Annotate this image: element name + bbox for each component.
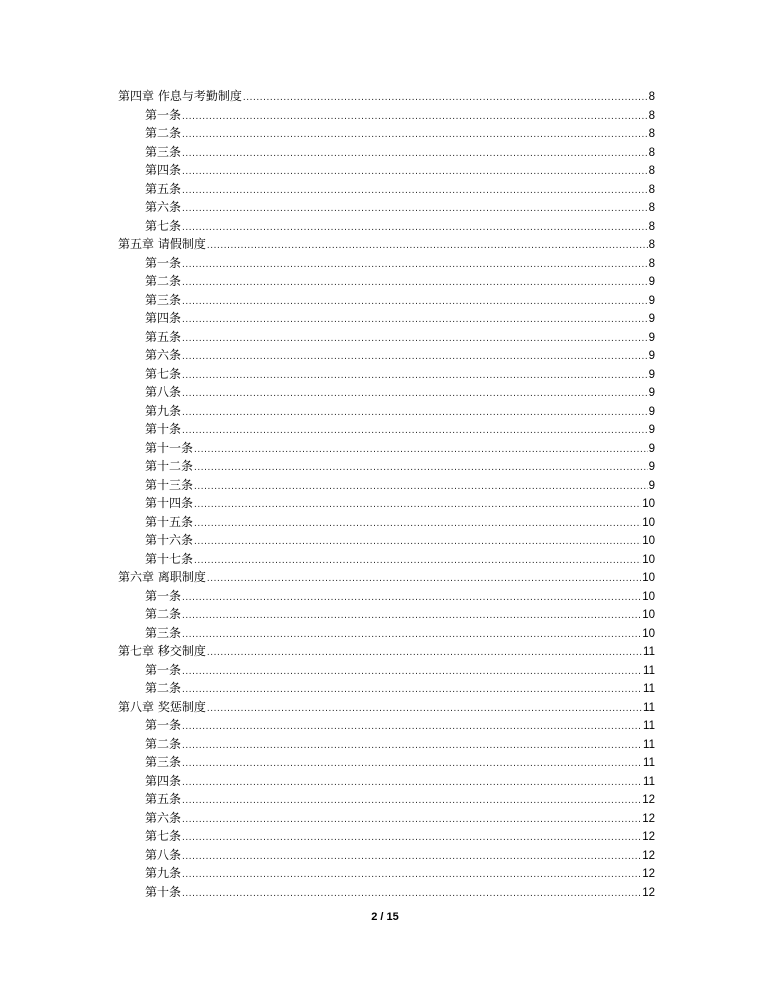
toc-entry-page-number: 9 (648, 331, 655, 344)
toc-entry-label: 第七条 (145, 218, 182, 233)
toc-article-entry[interactable] (118, 124, 655, 143)
dot-leader (182, 626, 641, 645)
toc-entry-page-number: 11 (643, 738, 655, 751)
table-of-contents (118, 87, 655, 901)
toc-article-entry[interactable] (118, 476, 655, 495)
dot-leader (182, 774, 642, 793)
toc-article-entry[interactable] (118, 365, 655, 384)
toc-entry-label: 第四条 (145, 773, 182, 788)
dot-leader (182, 404, 648, 423)
toc-entry-page-number: 8 (648, 91, 655, 103)
toc-article-entry[interactable] (118, 827, 655, 846)
toc-entry-label: 第二条 (145, 681, 182, 695)
toc-chapter-entry[interactable] (118, 235, 655, 254)
toc-entry-label: 第二条 (145, 607, 182, 621)
dot-leader (182, 200, 648, 219)
toc-entry-page-number: 10 (642, 627, 655, 640)
dot-leader (194, 496, 641, 515)
toc-article-entry[interactable] (118, 161, 655, 180)
toc-entry-page-number: 8 (648, 146, 655, 159)
toc-entry-label: 第五条 (145, 329, 182, 344)
toc-entry-label: 第六条 (145, 200, 182, 214)
dot-leader (182, 848, 641, 867)
toc-chapter-entry[interactable] (118, 87, 655, 106)
toc-entry-label: 第三条 (145, 625, 182, 640)
toc-entry-page-number: 9 (648, 368, 655, 381)
toc-article-entry[interactable] (118, 383, 655, 402)
toc-entry-label: 第十一条 (145, 440, 194, 455)
toc-entry-label: 第九条 (145, 403, 182, 418)
toc-entry-label: 第七章 移交制度 (118, 644, 206, 658)
toc-entry-label: 第八章 奖惩制度 (118, 699, 206, 714)
dot-leader (182, 737, 642, 756)
dot-leader (194, 478, 648, 497)
toc-entry-page-number: 10 (642, 609, 655, 621)
toc-entry-label: 第四章 作息与考勤制度 (118, 89, 242, 103)
toc-article-entry[interactable] (118, 346, 655, 365)
dot-leader (182, 829, 641, 848)
toc-entry-label: 第五章 请假制度 (118, 237, 206, 251)
toc-article-entry[interactable] (118, 550, 655, 569)
toc-entry-page-number: 10 (642, 498, 655, 510)
toc-article-entry[interactable] (118, 605, 655, 624)
toc-entry-label: 第十条 (145, 422, 182, 436)
toc-entry-label: 第六章 离职制度 (118, 570, 206, 584)
toc-entry-label: 第二条 (145, 274, 182, 288)
toc-article-entry[interactable] (118, 180, 655, 199)
toc-article-entry[interactable] (118, 272, 655, 291)
toc-entry-label: 第三条 (145, 144, 182, 159)
toc-article-entry[interactable] (118, 735, 655, 754)
toc-entry-page-number: 8 (648, 239, 655, 251)
toc-entry-label: 第十七条 (145, 551, 194, 566)
toc-entry-page-number: 8 (648, 202, 655, 214)
toc-entry-page-number: 8 (648, 183, 655, 196)
toc-chapter-entry[interactable] (118, 698, 655, 717)
toc-article-entry[interactable] (118, 328, 655, 347)
dot-leader (194, 459, 648, 478)
dot-leader (182, 145, 648, 164)
toc-article-entry[interactable] (118, 402, 655, 421)
dot-leader (207, 237, 648, 256)
dot-leader (182, 311, 648, 330)
dot-leader (182, 108, 648, 127)
toc-article-entry[interactable] (118, 864, 655, 883)
dot-leader (207, 644, 642, 663)
dot-leader (182, 126, 648, 145)
toc-entry-page-number: 9 (648, 387, 655, 399)
toc-entry-label: 第十条 (145, 884, 182, 899)
dot-leader (194, 441, 648, 460)
toc-entry-label: 第二条 (145, 126, 182, 140)
toc-article-entry[interactable] (118, 106, 655, 125)
toc-entry-label: 第十二条 (145, 459, 194, 473)
dot-leader (207, 700, 642, 719)
toc-entry-page-number: 11 (643, 664, 655, 677)
toc-entry-label: 第四条 (145, 311, 182, 325)
toc-entry-page-number: 9 (648, 313, 655, 325)
toc-entry-page-number: 12 (642, 812, 655, 825)
toc-entry-label: 第四条 (145, 163, 182, 177)
toc-entry-page-number: 8 (648, 220, 655, 233)
dot-leader (194, 533, 641, 552)
toc-entry-label: 第七条 (145, 829, 182, 843)
toc-entry-label: 第九条 (145, 866, 182, 880)
dot-leader (194, 552, 641, 571)
toc-entry-page-number: 8 (648, 165, 655, 177)
dot-leader (182, 866, 641, 885)
dot-leader (182, 330, 648, 349)
toc-entry-page-number: 9 (648, 461, 655, 473)
toc-entry-page-number: 10 (642, 572, 655, 584)
toc-article-entry[interactable] (118, 587, 655, 606)
toc-article-entry[interactable] (118, 457, 655, 476)
toc-entry-page-number: 8 (648, 109, 655, 122)
toc-entry-page-number: 9 (648, 442, 655, 455)
toc-chapter-entry[interactable] (118, 642, 655, 661)
toc-entry-label: 第一条 (145, 662, 182, 677)
toc-article-entry[interactable] (118, 772, 655, 791)
toc-entry-page-number: 10 (642, 535, 655, 547)
dot-leader (182, 589, 641, 608)
dot-leader (182, 663, 642, 682)
dot-leader (182, 163, 648, 182)
page-number-footer: 2 / 15 (371, 911, 399, 923)
toc-entry-page-number: 11 (643, 701, 655, 714)
toc-article-entry[interactable] (118, 531, 655, 550)
toc-article-entry[interactable] (118, 661, 655, 680)
toc-entry-page-number: 11 (643, 720, 655, 732)
toc-entry-label: 第八条 (145, 847, 182, 862)
toc-article-entry[interactable] (118, 291, 655, 310)
toc-entry-page-number: 12 (642, 794, 655, 806)
toc-entry-page-number: 12 (642, 868, 655, 880)
toc-article-entry[interactable] (118, 790, 655, 809)
toc-entry-page-number: 11 (643, 683, 655, 695)
toc-article-entry[interactable] (118, 679, 655, 698)
dot-leader (182, 885, 641, 904)
dot-leader (207, 570, 641, 589)
toc-entry-label: 第三条 (145, 755, 182, 769)
dot-leader (182, 256, 648, 275)
toc-entry-label: 第一条 (145, 107, 182, 122)
toc-entry-page-number: 9 (648, 276, 655, 288)
toc-entry-label: 第十三条 (145, 477, 194, 492)
toc-entry-label: 第三条 (145, 292, 182, 307)
toc-article-entry[interactable] (118, 883, 655, 902)
toc-article-entry[interactable] (118, 143, 655, 162)
toc-entry-page-number: 9 (648, 424, 655, 436)
dot-leader (182, 792, 641, 811)
dot-leader (194, 515, 641, 534)
toc-entry-label: 第十四条 (145, 496, 194, 510)
toc-entry-label: 第十五条 (145, 514, 194, 529)
toc-entry-page-number: 9 (648, 350, 655, 362)
toc-entry-page-number: 11 (643, 775, 655, 788)
toc-article-entry[interactable] (118, 846, 655, 865)
toc-entry-page-number: 12 (642, 831, 655, 843)
toc-entry-page-number: 8 (648, 128, 655, 140)
toc-entry-label: 第二条 (145, 736, 182, 751)
toc-entry-label: 第一条 (145, 255, 182, 270)
toc-entry-label: 第十六条 (145, 533, 194, 547)
toc-entry-label: 第七条 (145, 366, 182, 381)
dot-leader (182, 755, 642, 774)
toc-entry-label: 第六条 (145, 810, 182, 825)
toc-entry-page-number: 11 (643, 757, 655, 769)
dot-leader (182, 219, 648, 238)
toc-article-entry[interactable] (118, 309, 655, 328)
dot-leader (182, 274, 648, 293)
dot-leader (182, 182, 648, 201)
dot-leader (243, 89, 648, 108)
dot-leader (182, 422, 648, 441)
toc-article-entry[interactable] (118, 420, 655, 439)
toc-entry-page-number: 12 (642, 849, 655, 862)
toc-entry-page-number: 12 (642, 886, 655, 899)
toc-entry-label: 第五条 (145, 792, 182, 806)
toc-entry-page-number: 9 (648, 405, 655, 418)
toc-entry-page-number: 9 (648, 294, 655, 307)
dot-leader (182, 718, 642, 737)
toc-entry-page-number: 10 (642, 590, 655, 603)
toc-entry-label: 第一条 (145, 588, 182, 603)
dot-leader (182, 385, 648, 404)
dot-leader (182, 348, 648, 367)
dot-leader (182, 367, 648, 386)
toc-entry-page-number: 11 (643, 646, 655, 658)
toc-article-entry[interactable] (118, 753, 655, 772)
dot-leader (182, 811, 641, 830)
toc-entry-label: 第八条 (145, 385, 182, 399)
dot-leader (182, 681, 642, 700)
dot-leader (182, 607, 641, 626)
toc-article-entry[interactable] (118, 624, 655, 643)
toc-entry-page-number: 9 (648, 479, 655, 492)
toc-entry-page-number: 8 (648, 257, 655, 270)
toc-article-entry[interactable] (118, 809, 655, 828)
dot-leader (182, 293, 648, 312)
toc-entry-label: 第一条 (145, 718, 182, 732)
toc-article-entry[interactable] (118, 198, 655, 217)
toc-article-entry[interactable] (118, 254, 655, 273)
toc-entry-label: 第六条 (145, 348, 182, 362)
toc-entry-page-number: 10 (642, 553, 655, 566)
toc-entry-label: 第五条 (145, 181, 182, 196)
toc-article-entry[interactable] (118, 217, 655, 236)
toc-entry-page-number: 10 (642, 516, 655, 529)
toc-chapter-entry[interactable] (118, 568, 655, 587)
toc-article-entry[interactable] (118, 439, 655, 458)
toc-article-entry[interactable] (118, 494, 655, 513)
toc-article-entry[interactable] (118, 513, 655, 532)
toc-article-entry[interactable] (118, 716, 655, 735)
